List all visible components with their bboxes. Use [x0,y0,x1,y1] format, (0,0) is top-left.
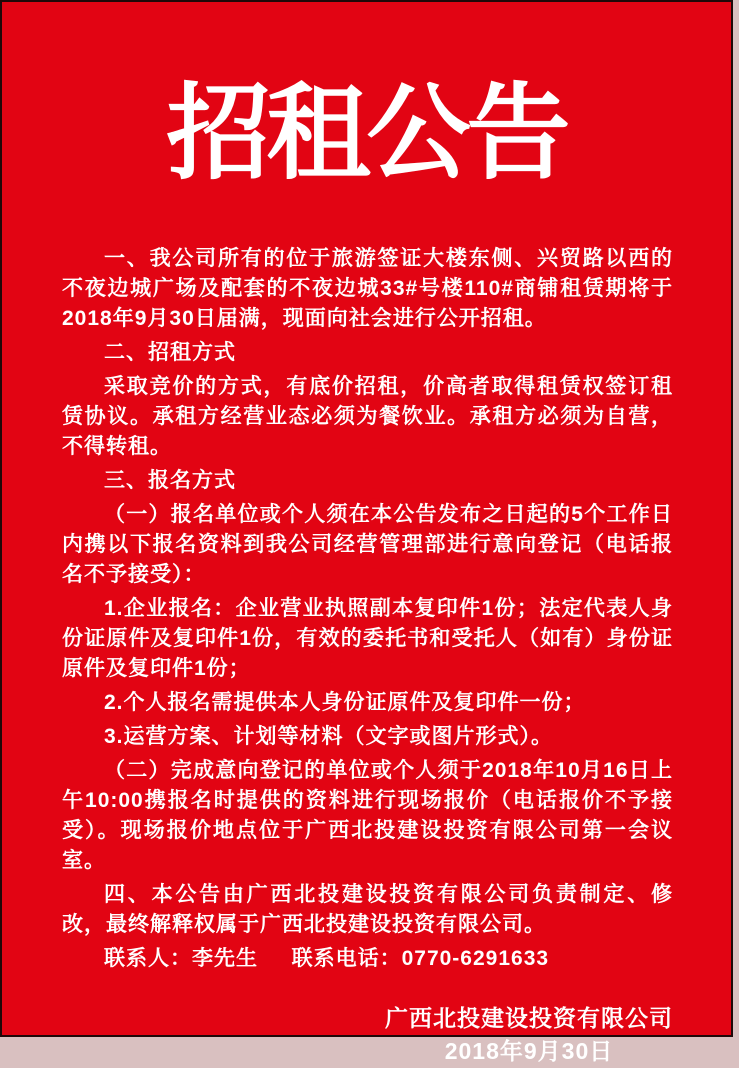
announcement-body [2,198,731,1068]
paragraph-rental-method: 采取竞价的方式，有底价招租，价高者取得租赁权签订租赁协议。承租方经营业态必须为餐饮业。承租方必须为自营，不得转租。 [62,375,673,458]
contact-person-label: 联系人： [104,947,192,970]
list-item-enterprise-registration: 1.企业报名：企业营业执照副本复印件1份；法定代表人身份证原件及复印件1份，有效的委托书和受托人（如有）身份证原件及复印件1份； [62,597,673,680]
contact-line [62,944,673,974]
signature-company: 广西北投建设投资有限公司 [385,1005,673,1031]
paragraph-onsite-bidding: （二）完成意向登记的单位或个人须于2018年10月16日上午10:00携报名时提供的资料进行现场报价（电话报价不予接受）。现场报价地点位于广西北投建设投资有限公司第一会议室。 [62,759,673,872]
paragraph-property-intro: 一、我公司所有的位于旅游签证大楼东侧、兴贸路以西的不夜边城广场及配套的不夜边城33#号楼110#商铺租赁期将于2018年9月30日届满，现面向社会进行公开招租。 [62,247,673,330]
list-item-individual-registration: 2.个人报名需提供本人身份证原件及复印件一份； [104,691,586,714]
contact-phone-number: 0770-6291633 [401,947,550,970]
section-heading-rental-method: 二、招租方式 [104,341,236,364]
signature-date: 2018年9月30日 [444,1038,614,1064]
poster-title: 招租公告 [166,71,567,194]
paragraph-registration-window: （一）报名单位或个人须在本公告发布之日起的5个工作日内携以下报名资料到我公司经营管理部进行意向登记（电话报名不予接受）： [62,503,673,586]
contact-phone-label: 联系电话： [291,947,402,970]
signature-block [62,1002,673,1068]
section-heading-registration: 三、报名方式 [104,469,236,492]
list-item-operation-plan: 3.运营方案、计划等材料（文字或图片形式）。 [104,725,554,748]
contact-person-name: 李先生 [192,947,258,970]
paragraph-interpretation-rights: 四、本公告由广西北投建设投资有限公司负责制定、修改，最终解释权属于广西北投建设投资有限公司。 [62,883,673,936]
